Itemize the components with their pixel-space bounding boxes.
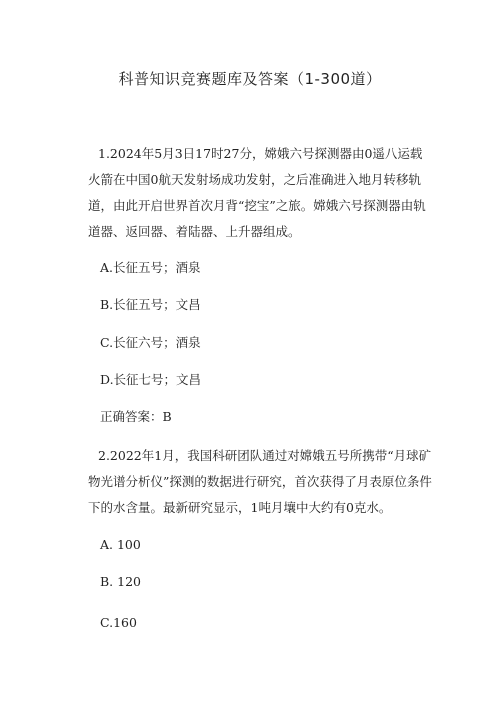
question-2-option-a: A. 100 <box>100 537 141 552</box>
question-1-stem: 1.2024年5月3日17时27分，嫦娥六号探测器由0遥八运载火箭在中国0航天发射场成功发射，之后准确进入地月转移轨道，由此开启世界首次月背“挖宝”之旅。嫦娥六号探测器由轨道器、返回器、着陆器、上升器组成。 <box>88 146 426 239</box>
question-2-option-c: C.160 <box>100 615 137 630</box>
question-1-option-d: D.长征七号；文昌 <box>100 372 202 387</box>
page-title: 科普知识竞赛题库及答案（1-300道） <box>118 70 382 88</box>
question-2-stem: 2.2022年1月，我国科研团队通过对嫦娥五号所携带“月球矿物光谱分析仪”探测的数据进行研究，首次获得了月表原位条件下的水含量。最新研究显示，1吨月壤中大约有0克水。 <box>88 448 432 515</box>
question-1-option-a: A.长征五号；酒泉 <box>100 260 201 275</box>
question-1-option-b: B.长征五号；文昌 <box>100 297 201 312</box>
question-2-option-b: B. 120 <box>100 574 141 589</box>
question-1-answer: 正确答案：B <box>100 409 172 424</box>
question-1-option-c: C.长征六号；酒泉 <box>100 335 201 350</box>
